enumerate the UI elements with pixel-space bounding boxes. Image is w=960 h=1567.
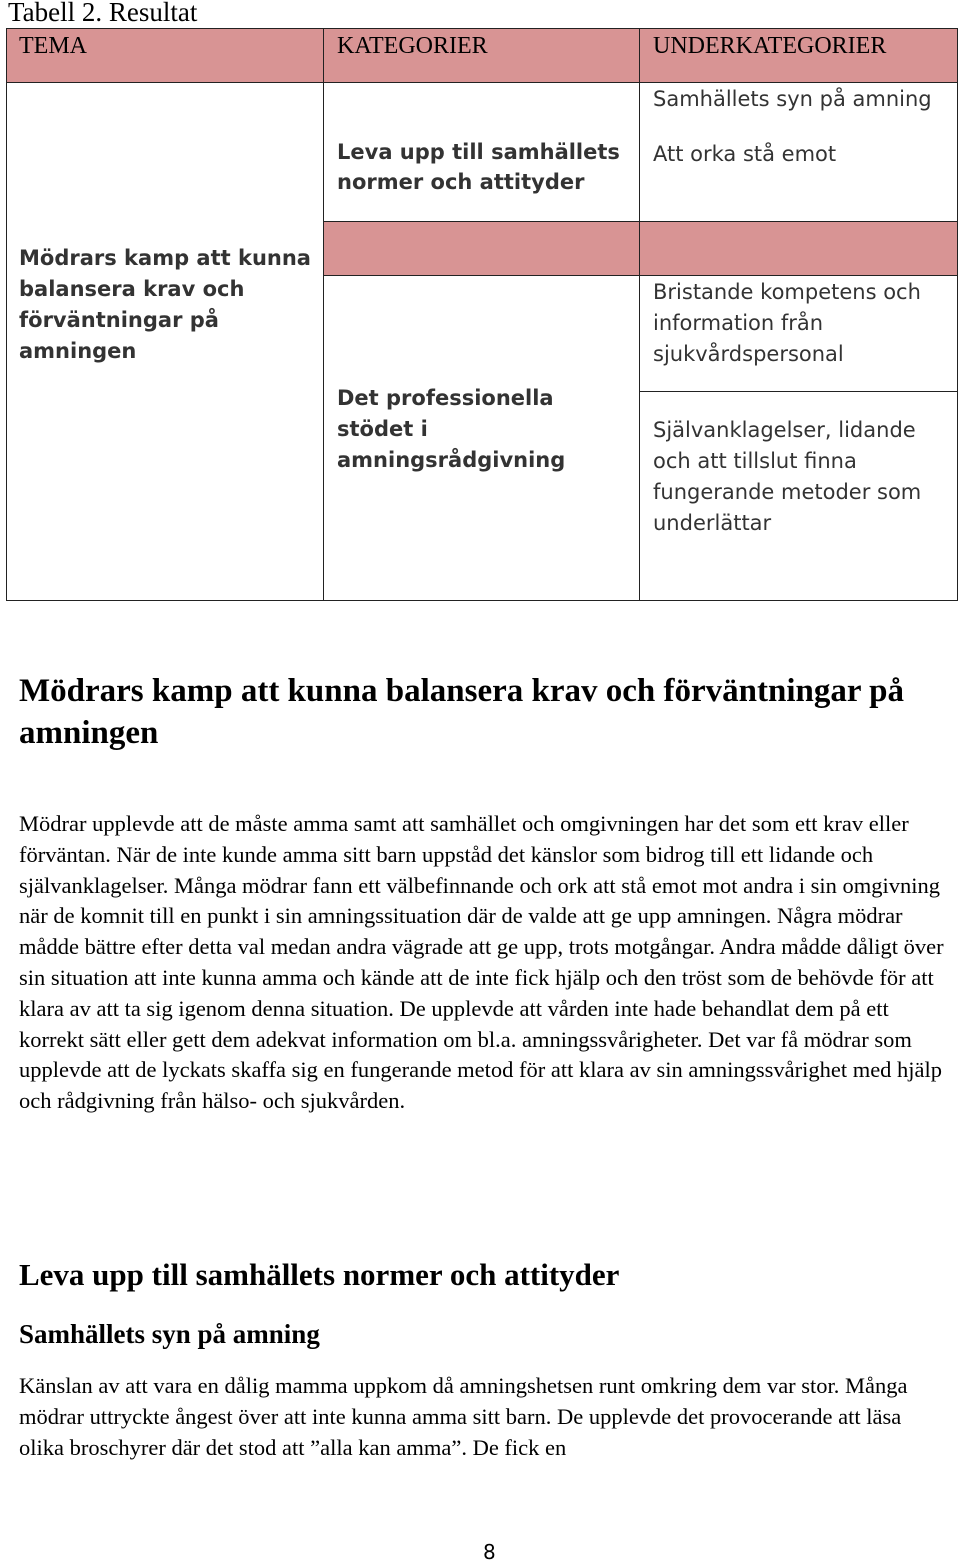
header-tema: TEMA bbox=[19, 33, 87, 59]
col-divider-2 bbox=[639, 29, 640, 600]
underkategori-1: Samhällets syn på amning bbox=[653, 87, 932, 111]
kategori-1: Leva upp till samhällets normer och attityder bbox=[337, 140, 620, 194]
table-caption: Tabell 2. Resultat bbox=[8, 0, 198, 27]
section2-heading: Leva upp till samhällets normer och attityder bbox=[19, 1257, 620, 1292]
col-divider-1 bbox=[323, 29, 324, 600]
underkategori-2: Att orka stå emot bbox=[653, 142, 837, 166]
results-table bbox=[6, 28, 958, 601]
header-kategorier: KATEGORIER bbox=[337, 33, 488, 59]
underkategori-4: Självanklagelser, lidande och att tillslut finna fungerande metoder som underlättar bbox=[653, 418, 922, 535]
section1-paragraph: Mödrar upplevde att de måste amma samt att samhället och omgivningen har det som ett krav eller förväntan. När de inte kunde amma sitt barn uppståd det känslor som bidrog till ett lidande och självanklagelser. Många mödrar fann ett välbefinnande och ork att stå emot mot andra i sin omgivning när de komnit till en punkt i sin amningssituation där de valde att ge upp amningen. Några mödrar mådde bättre efter detta val medan andra vägrade att ge upp, trots motgångar. Andra mådde dåligt över sin situation att inte kunna amma och kände att de inte fick hjälp och den tröst som de behövde för att klara av att ta sig igenom denna situation. De upplevde att vården inte hade behandlat dem på ett korrekt sätt eller gett dem adekvat information om bl.a. amningssvårigheter. Det var få mödrar som upplevde att de lyckats skaffa sig en fungerande metod för att klara av sin amningssvårighet med hjälp och rådgivning från hälso- och sjukvården. bbox=[19, 811, 944, 1114]
section1-heading: Mödrars kamp att kunna balansera krav och förväntningar på amningen bbox=[19, 673, 904, 751]
header-underkategorier: UNDERKATEGORIER bbox=[653, 33, 887, 59]
underkategori-3: Bristande kompetens och information från sjukvårdspersonal bbox=[653, 280, 921, 366]
section2-subheading: Samhällets syn på amning bbox=[19, 1319, 320, 1349]
header-divider bbox=[7, 82, 957, 83]
page-number: 8 bbox=[483, 1540, 496, 1564]
row-divider-2 bbox=[324, 275, 957, 276]
row-divider-1 bbox=[324, 221, 957, 222]
table-category-band bbox=[324, 221, 957, 275]
tema-cell: Mödrars kamp att kunna balansera krav och förväntningar på amningen bbox=[19, 246, 311, 363]
section2-paragraph: Känslan av att vara en dålig mamma uppkom då amningshetsen runt omkring dem var stor. Många mödrar uttryckte ångest över att inte kunna amma sitt barn. De upplevde det provocerande att läsa olika broschyrer där det stod att ”alla kan amma”. De fick en bbox=[19, 1373, 908, 1460]
row-divider-3 bbox=[640, 391, 957, 392]
kategori-2: Det professionella stödet i amningsrådgivning bbox=[337, 386, 566, 472]
